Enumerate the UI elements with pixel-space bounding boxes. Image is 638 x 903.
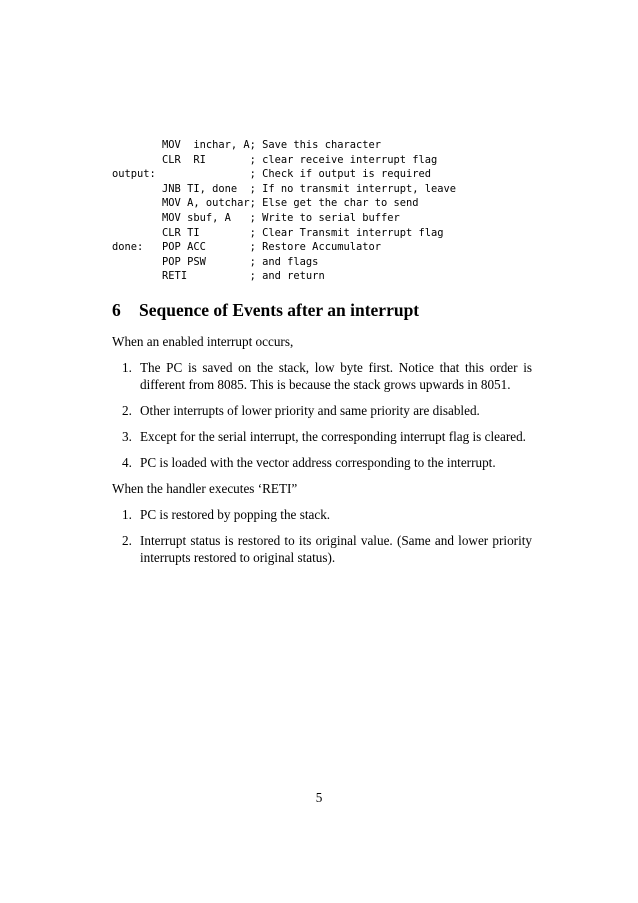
- code-line: output: ; Check if output is required: [112, 168, 432, 181]
- list-number: 1.: [122, 360, 132, 375]
- list-number: 1.: [122, 507, 132, 522]
- list-number: 2.: [122, 403, 132, 418]
- code-line: POP PSW ; and flags: [112, 255, 319, 268]
- code-line: CLR RI ; clear receive interrupt flag: [112, 153, 438, 166]
- list-item: [112, 402, 532, 419]
- list-number: 3.: [122, 429, 132, 444]
- list-text: PC is loaded with the vector address corresponding to the interrupt.: [140, 455, 496, 470]
- page-number: 5: [315, 790, 323, 805]
- intro-paragraph: When an enabled interrupt occurs,: [112, 334, 294, 349]
- list-text: The PC is saved on the stack, low byte first. Notice that this order is different from 8085. This is because the stack grows upwards in 8051.: [140, 360, 532, 392]
- list-text: Except for the serial interrupt, the corresponding interrupt flag is cleared.: [140, 429, 526, 444]
- list-text: PC is restored by popping the stack.: [140, 507, 331, 522]
- list-text: Interrupt status is restored to its original value. (Same and lower priority interrupts restored to original status).: [140, 533, 532, 565]
- list-item: [112, 454, 532, 471]
- list-number: 4.: [122, 455, 132, 470]
- code-line: JNB TI, done ; If no transmit interrupt, leave: [112, 182, 457, 195]
- list-text: Other interrupts of lower priority and same priority are disabled.: [140, 403, 480, 418]
- code-line: done: POP ACC ; Restore Accumulator: [112, 241, 381, 254]
- list-item: [112, 506, 532, 523]
- list-item: [112, 359, 532, 393]
- section-title: Sequence of Events after an interrupt: [139, 300, 420, 320]
- event-list: [112, 359, 532, 471]
- code-line: MOV inchar, A; Save this character: [112, 139, 381, 151]
- list-item: [112, 428, 532, 445]
- list-item: [112, 532, 532, 566]
- code-line: MOV sbuf, A ; Write to serial buffer: [112, 211, 400, 224]
- handler-list: [112, 506, 532, 566]
- code-line: RETI ; and return: [112, 270, 325, 283]
- handler-intro-paragraph: When the handler executes ‘RETI”: [112, 481, 298, 496]
- section-6: [112, 300, 532, 575]
- list-number: 2.: [122, 533, 132, 548]
- code-line: CLR TI ; Clear Transmit interrupt flag: [112, 226, 444, 239]
- code-line: MOV A, outchar; Else get the char to send: [112, 197, 419, 210]
- section-number: 6: [112, 300, 121, 320]
- section-heading: [112, 300, 532, 321]
- assembly-code-block: [112, 138, 456, 284]
